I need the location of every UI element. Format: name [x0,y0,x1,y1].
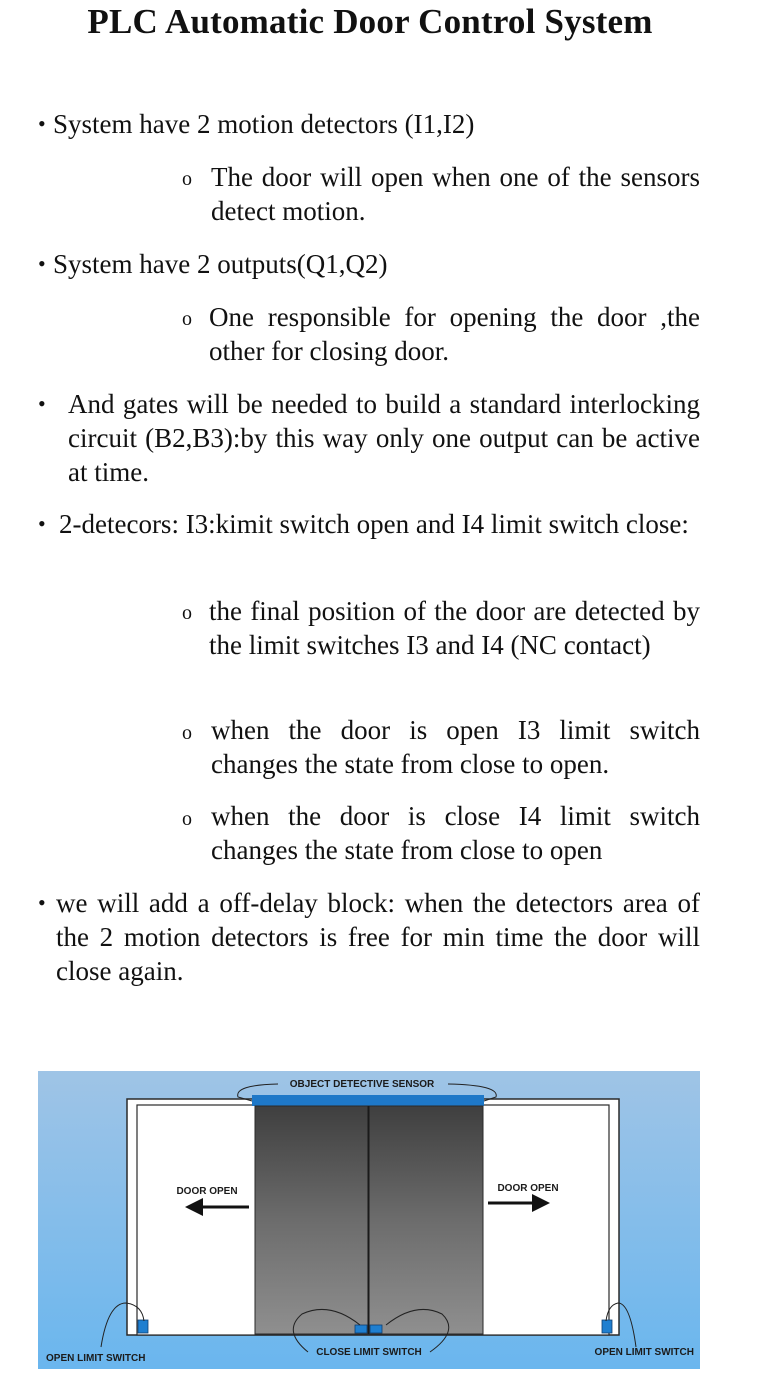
bullet-marker: • [38,111,46,136]
door-open-left-label: DOOR OPEN [176,1186,238,1197]
close-limit-switch-right [370,1325,382,1333]
door-panel-left [255,1106,368,1334]
bullet-3-text: And gates will be needed to build a standard interlocking circuit (B2,B3):by this way only one output can be active at time. [68,389,700,487]
sub-bullet-marker: o [182,808,192,830]
bullet-5-text: we will add a off-delay block: when the detectors area of the 2 motion detectors is free for min time the door will close again. [56,888,700,986]
bullet-marker: • [38,890,46,915]
sub-bullet-marker: o [182,602,192,624]
bullet-marker: • [38,511,46,536]
bullet-4-sub-3: when the door is close I4 limit switch changes the state from close to open [211,801,700,865]
bullet-marker: • [38,391,46,416]
sub-bullet-marker: o [182,722,192,744]
bullet-2-text: System have 2 outputs(Q1,Q2) [53,249,388,279]
close-limit-label: CLOSE LIMIT SWITCH [316,1347,422,1358]
open-limit-left-label: OPEN LIMIT SWITCH [46,1353,146,1364]
bullet-4-text: 2-detecors: I3:kimit switch open and I4 limit switch close: [59,509,689,539]
door-panel-right [369,1106,483,1334]
open-limit-switch-right [602,1320,612,1333]
bullet-2-sub-1: One responsible for opening the door ,the other for closing door. [209,302,700,366]
sub-bullet-marker: o [182,308,192,330]
bullet-1-sub-1: The door will open when one of the sensors detect motion. [211,162,700,226]
close-limit-switch-left [355,1325,367,1333]
bullet-4-sub-1: the final position of the door are detected by the limit switches I3 and I4 (NC contact) [209,596,700,660]
sensor-bar [252,1095,484,1106]
bullet-1-text: System have 2 motion detectors (I1,I2) [53,109,475,139]
door-open-right-label: DOOR OPEN [497,1183,559,1194]
open-limit-right-label: OPEN LIMIT SWITCH [594,1347,694,1358]
page-title: PLC Automatic Door Control System [87,2,653,41]
bullet-marker: • [38,251,46,276]
sub-bullet-marker: o [182,168,192,190]
door-diagram [38,1071,700,1369]
sensor-label: OBJECT DETECTIVE SENSOR [289,1079,435,1090]
bullet-4-sub-2: when the door is open I3 limit switch changes the state from close to open. [211,715,700,779]
open-limit-switch-left [138,1320,148,1333]
